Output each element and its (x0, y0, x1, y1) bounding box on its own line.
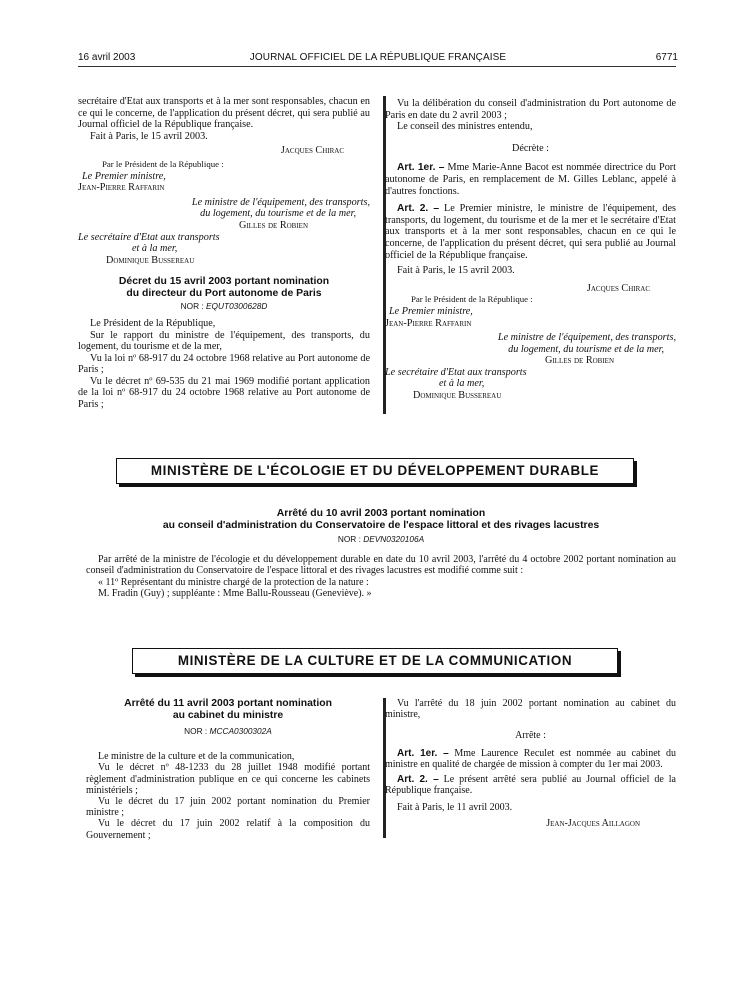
ecology-title-1: Arrêté du 10 avril 2003 portant nomination (276, 508, 486, 519)
header-date: 16 avril 2003 (78, 52, 136, 63)
fait-a-paris-2: Fait à Paris, le 15 avril 2003. (397, 265, 515, 277)
left-column-top (78, 96, 370, 411)
arrete: Arrête : (515, 730, 546, 742)
culture-signature: Jean-Jacques Aillagon (546, 817, 640, 829)
decree-line-2: Sur le rapport du ministre de l'équipement, des transports, du logement, du tourisme et de la mer, (78, 329, 370, 353)
closing-paragraph: secrétaire d'Etat aux transports et à la mer sont responsables, chacun en ce qui le concerne, de l'application du présent décret, qui sera publié au Journal officiel de la République française. (78, 96, 370, 131)
fait-a-paris: Fait à Paris, le 15 avril 2003. (90, 130, 208, 142)
article-2-label: Art. 2. – (397, 774, 439, 786)
secretary-title-1: Le secrétaire d'Etat aux transports (78, 231, 220, 243)
culture-article-2 (385, 774, 676, 796)
ecology-nor (86, 534, 676, 546)
secretary-title-2: et à la mer, (132, 243, 178, 255)
ministry-banner-ecology: MINISTÈRE DE L'ÉCOLOGIE ET DU DÉVELOPPEMENT DURABLE (116, 458, 634, 484)
article-2-text: Le présent arrêté sera publié au Journal officiel de la République française. (385, 774, 676, 797)
pm-name: Jean-Pierre Raffarin (78, 182, 165, 194)
decree-title-line-1: Décret du 15 avril 2003 portant nomination (118, 276, 330, 288)
article-2-label: Art. 2. – (397, 203, 440, 215)
article-2-text: Le Premier ministre, le ministre de l'équipement, des transports, du logement, du tourisme et de la mer et le secrétaire d'Etat aux transports et à la mer sont responsables, chacun en ce qui le concerne, de l'application du présent décret, qui sera publié au Journal officiel de la République française. (385, 203, 677, 261)
culture-right-column (385, 698, 676, 829)
culture-line-3: Vu le décret du 17 juin 2002 portant nomination du Premier ministre ; (86, 796, 370, 819)
minister-title-1b: Le ministre de l'équipement, des transports, (497, 332, 676, 344)
culture-vu-arrete: Vu l'arrêté du 18 juin 2002 portant nomination au cabinet du ministre, (385, 698, 676, 721)
article-1-text: Mme Laurence Reculet est nommée au cabinet du ministre en qualité de chargée de mission à compter du 1er mai 2003. (385, 747, 676, 770)
decree-title (78, 276, 370, 300)
minister-title-2b: du logement, du tourisme et de la mer, (508, 343, 664, 355)
nor-label: NOR : (337, 534, 361, 544)
article-1-text: Mme Marie-Anne Bacot est nommée directrice du Port autonome de Paris, en remplacement de M. Gilles Leblanc, appelé à d'autres fonctions. (385, 162, 677, 197)
nor-code: EQUT0300628D (206, 301, 268, 312)
decrete: Décrète : (511, 142, 550, 154)
culture-title-2: au cabinet du ministre (172, 710, 284, 721)
article-1 (385, 162, 676, 197)
nor-label: NOR : (184, 726, 208, 736)
culture-fait: Fait à Paris, le 11 avril 2003. (397, 802, 513, 814)
secretary-title-2b: et à la mer, (439, 378, 485, 390)
nor-code: DEVN0320106A (363, 534, 425, 544)
par-le-president: Par le Président de la République : (102, 158, 224, 169)
header-rule (78, 66, 676, 67)
culture-nor (86, 726, 370, 737)
culture-left-column (86, 698, 370, 841)
minister-title-1: Le ministre de l'équipement, des transports, (191, 196, 370, 208)
nor-code: MCCA0300302A (209, 726, 272, 736)
decree-line-1: Le Président de la République, (90, 317, 216, 329)
culture-line-4: Vu le décret du 17 juin 2002 relatif à la composition du Gouvernement ; (86, 818, 370, 841)
secretary-name: Dominique Bussereau (106, 254, 195, 266)
page-number: 6771 (655, 52, 678, 63)
minister-name-2: Gilles de Robien (544, 355, 614, 367)
minister-title-2: du logement, du tourisme et de la mer, (200, 208, 356, 220)
article-2 (385, 203, 676, 261)
secretary-title-1b: Le secrétaire d'Etat aux transports (385, 366, 527, 378)
culture-title-1: Arrêté du 11 avril 2003 portant nomination (124, 698, 332, 709)
culture-line-2: Vu le décret nº 48-1233 du 28 juillet 1948 modifié portant règlement d'administration publique en ce qui concerne les cabinets ministériels ; (86, 762, 370, 796)
council-heard: Le conseil des ministres entendu, (397, 121, 533, 133)
decree-nor (78, 301, 370, 313)
signature-president: Jacques Chirac (280, 145, 344, 157)
secretary-name-2: Dominique Bussereau (413, 390, 502, 402)
culture-article-1 (385, 748, 676, 770)
culture-line-1: Le ministre de la culture et de la communication, (98, 751, 295, 763)
pm-title-2: Le Premier ministre, (389, 305, 473, 317)
ecology-paragraph-3: M. Fradin (Guy) ; suppléante : Mme Ballu-Rousseau (Geneviève). » (98, 588, 372, 599)
signature-president-2: Jacques Chirac (586, 282, 650, 294)
journal-title: JOURNAL OFFICIEL DE LA RÉPUBLIQUE FRANÇAISE (249, 52, 507, 63)
decree-title-line-2: du directeur du Port autonome de Paris (126, 288, 322, 300)
par-le-president-2: Par le Président de la République : (411, 294, 533, 305)
ecology-paragraph-2: « 11º Représentant du ministre chargé de la protection de la nature : (98, 576, 369, 588)
pm-name-2: Jean-Pierre Raffarin (385, 317, 472, 329)
decree-line-4: Vu le décret nº 69-535 du 21 mai 1969 modifié portant application de la loi nº 68-917 du 24 octobre 1968 relative au Port autonome de Paris ; (78, 375, 370, 411)
minister-name: Gilles de Robien (238, 219, 308, 231)
article-1-label: Art. 1er. – (397, 747, 449, 759)
decree-line-3: Vu la loi nº 68-917 du 24 octobre 1968 relative au Port autonome de Paris ; (78, 352, 370, 376)
ecology-title-2: au conseil d'administration du Conservatoire de l'espace littoral et des rivages lacustres (162, 520, 600, 531)
pm-title: Le Premier ministre, (82, 170, 166, 182)
ministry-banner-culture: MINISTÈRE DE LA CULTURE ET DE LA COMMUNICATION (132, 648, 618, 674)
nor-label: NOR : (180, 301, 204, 312)
ecology-paragraph-1: Par arrêté de la ministre de l'écologie et du développement durable en date du 10 avril 2003, l'arrêté du 4 octobre 2002 portant nomination au conseil d'administration du Conservatoire de l'espace littoral et des rivages lacustres est modifié comme suit : (86, 553, 676, 576)
right-column-top (385, 98, 676, 402)
deliberation-paragraph: Vu la délibération du conseil d'administration du Port autonome de Paris en date du 2 avril 2003 ; (385, 98, 676, 121)
ecology-section (86, 508, 676, 600)
article-1-label: Art. 1er. – (397, 162, 445, 174)
